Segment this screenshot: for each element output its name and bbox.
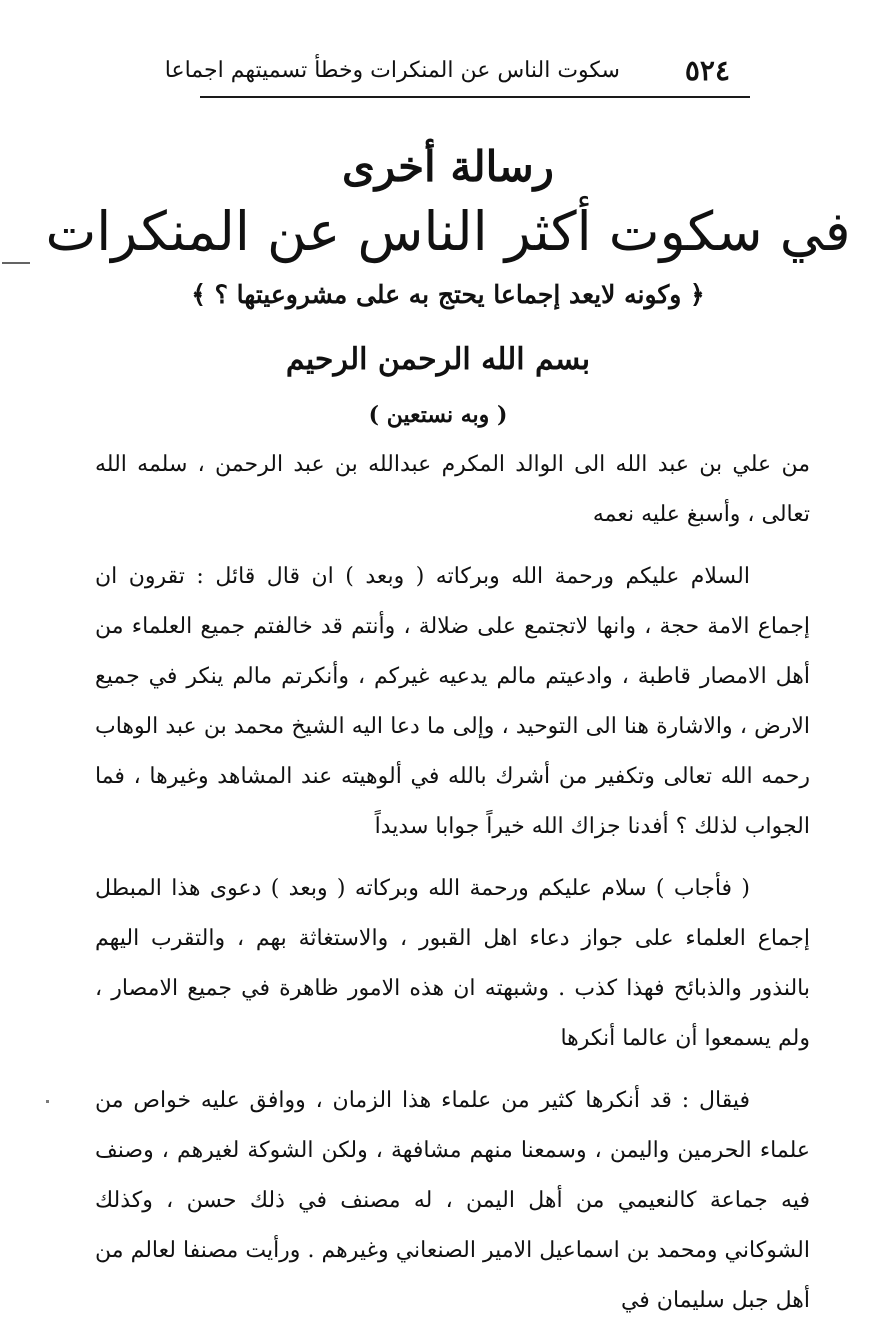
paragraph-salutation: من علي بن عبد الله الى الوالد المكرم عبدالله بن عبد الرحمن ، سلمه الله تعالى ، وأسبغ عليه نعمه	[95, 452, 810, 527]
basmala: بسم الله الرحمن الرحيم	[285, 342, 591, 377]
scan-mark	[2, 262, 30, 264]
risala-title: رسالة أخرى	[342, 142, 554, 191]
wabihi-nastain: ( وبه نستعين )	[368, 402, 508, 428]
running-header	[164, 52, 748, 96]
body-text	[95, 440, 810, 1338]
page-number: ٥٢٤	[684, 54, 730, 87]
header-rule	[200, 96, 750, 98]
scan-mark	[46, 1100, 49, 1103]
subtitle: ﴿ وكونه لايعد إجماعا يحتج به على مشروعيتها ؟ ﴾	[191, 280, 705, 309]
running-title: سكوت الناس عن المنكرات وخطأ تسميتهم اجماعا	[164, 58, 620, 83]
paragraph-reply: فيقال : قد أنكرها كثير من علماء هذا الزمان ، ووافق عليه خواص من علماء الحرمين واليمن ، وسمعنا منهم مشافهة ، ولكن الشوكة لغيرهم ، وصنف فيه جماعة كالنعيمي من أهل اليمن ، له مصنف في ذلك حسن ، وكذلك الشوكاني ومحمد بن اسماعيل الامير الصنعاني وغيرهم . ورأيت مصنفا لعالم من أهل جبل سليمان في	[95, 1088, 811, 1313]
paragraph-question: السلام عليكم ورحمة الله وبركاته ( وبعد ) ان قال قائل : تقرون ان إجماع الامة حجة ، وانها لاتجتمع على ضلالة ، وأنتم قد خالفتم جميع العلماء من أهل الامصار قاطبة ، وادعيتم مالم يدعيه غيركم ، وأنكرتم مالم ينكر في جميع الارض ، والاشارة هنا الى التوحيد ، وإلى ما دعا اليه الشيخ محمد بن عبد الوهاب رحمه الله تعالى وتكفير من أشرك بالله في ألوهيته عند المشاهد وغيرها ، فما الجواب لذلك ؟ أفدنا جزاك الله خيراً جوابا سديداً	[95, 564, 810, 839]
paragraph-answer: ( فأجاب ) سلام عليكم ورحمة الله وبركاته ( وبعد ) دعوى هذا المبطل إجماع العلماء على جواز دعاء اهل القبور ، والاستغاثة بهم ، والتقرب اليهم بالنذور والذبائح فهذا كذب . وشبهته ان هذه الامور ظاهرة في جميع الامصار ، ولم يسمعوا أن عالما أنكرها	[95, 876, 810, 1051]
main-title: في سكوت أكثر الناس عن المنكرات	[45, 200, 851, 263]
